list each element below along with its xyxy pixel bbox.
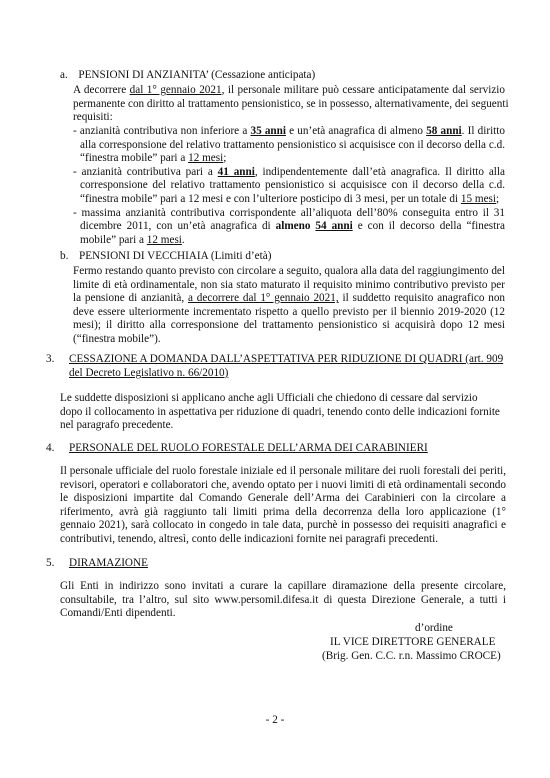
text-run: requisiti:	[73, 111, 113, 124]
text-run: - massima anzianità contributiva corrispondente all’aliquota dell’80% conseguita entro il 31	[73, 206, 505, 219]
text-run: mobile” pari a	[80, 233, 147, 246]
section-b-title-text: PENSIONI DI VECCHIAIA (Limiti d’età)	[78, 250, 272, 262]
underlined-text: 12 mesi	[188, 152, 224, 165]
text-line	[73, 306, 505, 320]
text-run: , indipendentemente dall’età anagrafica. Il diritto alla	[254, 165, 505, 178]
bold-underlined-text: 54 anni	[315, 220, 353, 233]
text-line: gennaio 2021), sarà collocato in congedo in tale data, purchè in possesso dei requisiti anagrafici e	[60, 519, 506, 532]
section-4-body	[60, 465, 506, 547]
text-line: contributivi, tenendo, altresì, conto delle indicazioni fornite nei paragrafi precedenti.	[60, 532, 439, 545]
underlined-text: 12 mesi	[146, 233, 182, 246]
text-line: riferimento, avrà già raggiunto tali limiti prima della decorrenza della loro applicazione (1°	[60, 505, 506, 518]
bold-underlined-text: 58 anni	[426, 125, 462, 137]
text-line	[73, 207, 505, 221]
text-run: deve essere ulteriormente incrementato rispetto a quello previsto per il biennio 2019-2020 (12	[73, 305, 505, 318]
signature-title: IL VICE DIRETTORE GENERALE	[330, 636, 496, 648]
text-run: limite di età ordinamentale, non sia stato maturato il requisito minimo contributivo previsto per	[73, 278, 505, 291]
text-run: dicembre 2011, con un’età anagrafica di	[80, 220, 276, 233]
section-5-heading-text: DIRAMAZIONE	[69, 557, 148, 569]
text-line	[73, 292, 505, 306]
text-line: Il personale ufficiale del ruolo forestale iniziale ed il personale militare dei ruoli forestali dei periti,	[60, 465, 506, 477]
underlined-text: dal 1° gennaio 2021	[129, 84, 222, 96]
section-4-heading	[46, 442, 506, 456]
text-run: A decorrere	[73, 84, 130, 96]
text-line	[73, 84, 505, 98]
section-5-body	[60, 580, 506, 621]
text-line	[73, 234, 505, 248]
section-b-body	[73, 265, 505, 347]
section-5-heading	[46, 557, 506, 571]
requirement-list-item	[73, 166, 505, 207]
text-line	[73, 166, 505, 180]
section-a-marker: a.	[60, 69, 68, 81]
underlined-text: a decorrere dal 1° gennaio 2021,	[188, 292, 339, 305]
text-run: permanente con diritto al trattamento pensionistico, se in possesso, alternativamente, dei seguenti	[73, 97, 509, 110]
text-run: e con il decorso della “finestra	[352, 220, 505, 233]
section-a-bullets	[73, 125, 505, 247]
text-line	[73, 193, 505, 207]
section-3-heading-line-1: CESSAZIONE A DOMANDA DALL’ASPETTATIVA PER RIDUZIONE DI QUADRI (art. 909	[69, 353, 504, 365]
requirement-list-item	[73, 125, 505, 166]
text-run: la pensione di anzianità,	[73, 292, 189, 305]
text-line	[73, 279, 505, 293]
text-run: mesi); il diritto alla corresponsione del trattamento pensionistico si acquisirà dopo 12 mesi	[73, 319, 505, 332]
text-run: corresponsione del relativo trattamento pensionistico si acquisisce con il decorso della c.d.	[80, 179, 505, 192]
text-line: consultabile, tra l’altro, sul sito www.persomil.difesa.it di questa Direzione Generale, a tutti i	[60, 593, 506, 606]
text-run: .	[181, 233, 185, 246]
text-line: Comandi/Enti dipendenti.	[60, 607, 176, 620]
text-line	[73, 152, 505, 166]
text-line: Le suddette disposizioni si applicano anche agli Ufficiali che chiedono di cessare dal servizio	[60, 392, 478, 404]
section-3-heading-line-2: del Decreto Legislativo n. 66/2010)	[69, 367, 229, 379]
section-a-title	[60, 69, 315, 83]
text-line: nel paragrafo precedente.	[60, 419, 174, 432]
text-run: , il personale militare può cessare anticipatamente dal servizio	[221, 84, 505, 96]
text-run: ;	[223, 152, 227, 165]
underlined-text: 15 mesi	[460, 192, 497, 205]
bold-underlined-text: 35 anni	[250, 125, 286, 137]
text-line	[73, 319, 505, 333]
page-number: - 2 -	[265, 714, 285, 726]
section-b-marker: b.	[60, 250, 69, 262]
section-a-title-text: PENSIONI DI ANZIANITA’ (Cessazione anticipata)	[78, 69, 316, 81]
text-line	[73, 125, 505, 139]
section-3-number: 3.	[46, 353, 55, 365]
text-run: il suddetto requisito anagrafico non	[338, 292, 506, 305]
text-line	[73, 265, 505, 279]
text-run: e un’età anagrafica di almeno	[285, 125, 427, 137]
text-run: - anzianità contributiva non inferiore a	[73, 125, 251, 137]
signature-name: (Brig. Gen. C.C. r.n. Massimo CROCE)	[322, 650, 501, 662]
text-line	[73, 111, 505, 125]
section-a-intro	[73, 84, 509, 125]
text-line	[73, 97, 509, 112]
text-line	[73, 139, 505, 153]
section-3-heading	[46, 353, 506, 381]
signature-order: d’ordine	[415, 622, 453, 634]
text-line: le disposizioni impartite dal Comando Generale dell’Arma dei Carabinieri con la circolare a	[60, 492, 506, 505]
bold-text: almeno	[275, 220, 316, 233]
section-5-number: 5.	[46, 557, 55, 569]
section-4-number: 4.	[46, 442, 55, 454]
section-4-heading-text: PERSONALE DEL RUOLO FORESTALE DELL’ARMA DEI CARABINIERI	[69, 442, 428, 454]
text-line: dopo il collocamento in aspettativa per riduzione di quadri, tenendo conto delle indicazioni fornite	[60, 405, 500, 418]
text-run: ;	[496, 192, 500, 205]
text-run: “finestra mobile” pari a 12 mesi e con l’ulteriore posticipo di 3 mesi, per un totale di	[80, 192, 461, 205]
text-run: . Il diritto	[461, 125, 505, 137]
text-line: revisori, operatori e collaboratori che, avendo optato per i nuovi limiti di età ordinamentali secondo	[60, 478, 506, 491]
text-line: Gli Enti in indirizzo sono invitati a curare la capillare diramazione della presente circolare,	[60, 580, 506, 592]
text-run: - anzianità contributiva pari a	[73, 165, 218, 178]
section-b-title	[60, 250, 271, 264]
text-line	[73, 179, 505, 193]
requirement-list-item	[73, 207, 505, 248]
section-3-body	[60, 392, 506, 433]
text-run: alla corresponsione del relativo trattamento pensionistico si acquisisce con il decorso della c.d.	[80, 138, 505, 151]
text-line	[73, 333, 505, 347]
text-run: Fermo restando quanto previsto con circolare a seguito, qualora alla data del raggiungimento del	[73, 265, 505, 277]
text-run: (“finestra mobile”).	[73, 332, 161, 345]
text-line	[73, 220, 505, 234]
bold-underlined-text: 41 anni	[217, 165, 255, 178]
text-run: “finestra mobile” pari a	[80, 152, 189, 165]
